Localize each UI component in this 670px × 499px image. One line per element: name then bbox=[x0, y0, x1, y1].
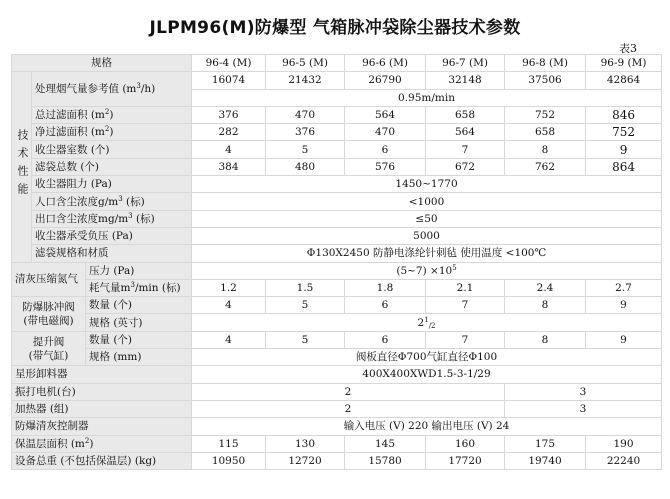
gas-pressure-value: (5~7) $\times 10^5$ bbox=[192, 262, 662, 279]
table-row bbox=[12, 262, 662, 279]
insulation-value: 115 bbox=[192, 435, 266, 452]
spec-header-label: 规格 bbox=[12, 55, 192, 72]
insulation-value: 190 bbox=[586, 435, 662, 452]
airflow-value: 37506 bbox=[505, 72, 586, 89]
gas-consumption-value: 1.8 bbox=[345, 279, 426, 296]
net-area-label: 净过滤面积 $(m^2)$ bbox=[32, 124, 192, 141]
table-row bbox=[12, 314, 662, 331]
insulation-value: 175 bbox=[505, 435, 586, 452]
chambers-value: 8 bbox=[505, 141, 586, 158]
insulation-label: 保温层面积 $(m^2)$ bbox=[12, 435, 192, 452]
gas-consumption-value: 2.1 bbox=[426, 279, 505, 296]
weight-value: 10950 bbox=[192, 452, 266, 469]
model-header: 96-8 (M) bbox=[505, 55, 586, 72]
resistance-value: 1450~1770 bbox=[192, 176, 662, 193]
table-row bbox=[12, 452, 662, 469]
pulse-valve-qty-value: 4 bbox=[192, 297, 266, 314]
lift-valve-qty-value: 8 bbox=[505, 331, 586, 348]
weight-label: 设备总重 (不包括保温层) (kg) bbox=[12, 452, 192, 469]
inlet-dust-value: <1000 bbox=[192, 193, 662, 210]
weight-value: 12720 bbox=[266, 452, 345, 469]
total-area-value: 752 bbox=[505, 106, 586, 123]
net-area-value: 658 bbox=[505, 124, 586, 141]
star-unloader-value: 400X400XWD1.5-3-1/29 bbox=[192, 366, 662, 383]
airflow-value: 32148 bbox=[426, 72, 505, 89]
bags-value: 480 bbox=[266, 158, 345, 175]
lift-valve-qty-value: 5 bbox=[266, 331, 345, 348]
lift-valve-qty-value: 7 bbox=[426, 331, 505, 348]
gas-consumption-value: 1.2 bbox=[192, 279, 266, 296]
table-row bbox=[12, 176, 662, 193]
document-title: JLPM96(M)防爆型 气箱脉冲袋除尘器技术参数 bbox=[149, 18, 521, 38]
pulse-valve-qty-value: 5 bbox=[266, 297, 345, 314]
table-row bbox=[12, 331, 662, 348]
controller-label: 防爆清灰控制器 bbox=[12, 418, 192, 435]
neg-pressure-label: 收尘器承受负压 (Pa) bbox=[32, 227, 192, 244]
lift-valve-group: 提升阀 (带气缸) bbox=[12, 331, 86, 366]
spec-table bbox=[11, 54, 662, 470]
table-row bbox=[12, 193, 662, 210]
bags-value: 672 bbox=[426, 158, 505, 175]
table-row bbox=[12, 141, 662, 158]
insulation-value: 145 bbox=[345, 435, 426, 452]
heater-label: 加热器 (组) bbox=[12, 400, 192, 417]
net-area-value: 470 bbox=[345, 124, 426, 141]
heater-value-a: 2 bbox=[192, 400, 505, 417]
chambers-value: 5 bbox=[266, 141, 345, 158]
vibrator-value-a: 2 bbox=[192, 383, 505, 400]
lift-valve-qty-label: 数量 (个) bbox=[86, 331, 192, 348]
table-row bbox=[12, 106, 662, 123]
chambers-value: 4 bbox=[192, 141, 266, 158]
total-area-value: 376 bbox=[192, 106, 266, 123]
model-header: 96-7 (M) bbox=[426, 55, 505, 72]
table-row bbox=[12, 297, 662, 314]
net-area-value: 564 bbox=[426, 124, 505, 141]
model-header: 96-6 (M) bbox=[345, 55, 426, 72]
bags-value: 864 bbox=[586, 158, 662, 175]
pulse-valve-spec-label: 规格 (英寸) bbox=[86, 314, 192, 331]
outlet-dust-value: ≤50 bbox=[192, 210, 662, 227]
table-row bbox=[12, 210, 662, 227]
airflow-value: 42864 bbox=[586, 72, 662, 89]
neg-pressure-value: 5000 bbox=[192, 227, 662, 244]
total-area-value: 470 bbox=[266, 106, 345, 123]
weight-value: 17720 bbox=[426, 452, 505, 469]
lift-valve-qty-value: 4 bbox=[192, 331, 266, 348]
table-row bbox=[12, 366, 662, 383]
pulse-valve-qty-value: 9 bbox=[586, 297, 662, 314]
heater-value-b: 3 bbox=[505, 400, 662, 417]
gas-consumption-value: 2.7 bbox=[586, 279, 662, 296]
gas-pressure-label: 压力 (Pa) bbox=[86, 262, 192, 279]
chambers-label: 收尘器室数 (个) bbox=[32, 141, 192, 158]
insulation-value: 160 bbox=[426, 435, 505, 452]
gas-consumption-value: 1.5 bbox=[266, 279, 345, 296]
controller-value: 输入电压 (V) 220 输出电压 (V) 24 bbox=[192, 418, 662, 435]
table-row bbox=[12, 245, 662, 262]
net-area-value: 752 bbox=[586, 124, 662, 141]
bags-label: 滤袋总数 (个) bbox=[32, 158, 192, 175]
gas-consumption-label: 耗气量$m^3/\min$ (标) bbox=[86, 279, 192, 296]
vibrator-value-b: 3 bbox=[505, 383, 662, 400]
pulse-valve-group: 防爆脉冲阀 (带电磁阀) bbox=[12, 297, 86, 332]
table-row bbox=[12, 349, 662, 366]
airflow-value: 26790 bbox=[345, 72, 426, 89]
insulation-value: 130 bbox=[266, 435, 345, 452]
table-row bbox=[12, 227, 662, 244]
bags-value: 576 bbox=[345, 158, 426, 175]
tech-group-text: 技术性能 bbox=[16, 128, 29, 201]
total-area-value: 564 bbox=[345, 106, 426, 123]
total-area-label: 总过滤面积 $(m^2)$ bbox=[32, 106, 192, 123]
tech-group-label bbox=[12, 72, 32, 262]
outlet-dust-label: 出口含尘浓度$mg/m^3$ (标) bbox=[32, 210, 192, 227]
table-number: 表3 bbox=[619, 42, 637, 55]
cleaning-gas-group: 清灰压缩氮气 bbox=[12, 262, 86, 297]
table-row bbox=[12, 72, 662, 89]
table-row bbox=[12, 400, 662, 417]
pulse-valve-qty-value: 8 bbox=[505, 297, 586, 314]
net-area-value: 376 bbox=[266, 124, 345, 141]
star-unloader-label: 星形卸料器 bbox=[12, 366, 192, 383]
lift-valve-qty-value: 6 bbox=[345, 331, 426, 348]
weight-value: 15780 bbox=[345, 452, 426, 469]
gas-consumption-value: 2.4 bbox=[505, 279, 586, 296]
lift-valve-spec-value: 阀板直径Φ700气缸直径Φ100 bbox=[192, 349, 662, 366]
model-header: 96-9 (M) bbox=[586, 55, 662, 72]
pulse-valve-qty-label: 数量 (个) bbox=[86, 297, 192, 314]
bag-spec-label: 滤袋规格和材质 bbox=[32, 245, 192, 262]
bags-value: 384 bbox=[192, 158, 266, 175]
filter-velocity-value: 0.95m/min bbox=[192, 89, 662, 106]
total-area-value: 846 bbox=[586, 106, 662, 123]
pulse-valve-qty-value: 6 bbox=[345, 297, 426, 314]
table-row bbox=[12, 279, 662, 296]
table-row bbox=[12, 124, 662, 141]
model-header: 96-4 (M) bbox=[192, 55, 266, 72]
total-area-value: 658 bbox=[426, 106, 505, 123]
resistance-label: 收尘器阻力 (Pa) bbox=[32, 176, 192, 193]
model-header: 96-5 (M) bbox=[266, 55, 345, 72]
airflow-label: 处理烟气量参考值 $(m^3/h)$ bbox=[32, 72, 192, 107]
vibrator-label: 振打电机(台) bbox=[12, 383, 192, 400]
chambers-value: 7 bbox=[426, 141, 505, 158]
airflow-value: 21432 bbox=[266, 72, 345, 89]
pulse-valve-qty-value: 7 bbox=[426, 297, 505, 314]
table-row bbox=[12, 435, 662, 452]
lift-valve-spec-label: 规格 (mm) bbox=[86, 349, 192, 366]
pulse-valve-spec-value: $2^1_{/2}$ bbox=[192, 314, 662, 331]
inlet-dust-label: 人口含尘浓度$g/m^3$ (标) bbox=[32, 193, 192, 210]
header-row bbox=[12, 55, 662, 72]
table-row bbox=[12, 383, 662, 400]
weight-value: 22240 bbox=[586, 452, 662, 469]
chambers-value: 6 bbox=[345, 141, 426, 158]
table-row bbox=[12, 158, 662, 175]
bags-value: 762 bbox=[505, 158, 586, 175]
weight-value: 19740 bbox=[505, 452, 586, 469]
airflow-value: 16074 bbox=[192, 72, 266, 89]
table-row bbox=[12, 418, 662, 435]
bag-spec-value: Φ130X2450 防静电涤纶针刺毡 使用温度 <100℃ bbox=[192, 245, 662, 262]
net-area-value: 282 bbox=[192, 124, 266, 141]
lift-valve-qty-value: 9 bbox=[586, 331, 662, 348]
chambers-value: 9 bbox=[586, 141, 662, 158]
